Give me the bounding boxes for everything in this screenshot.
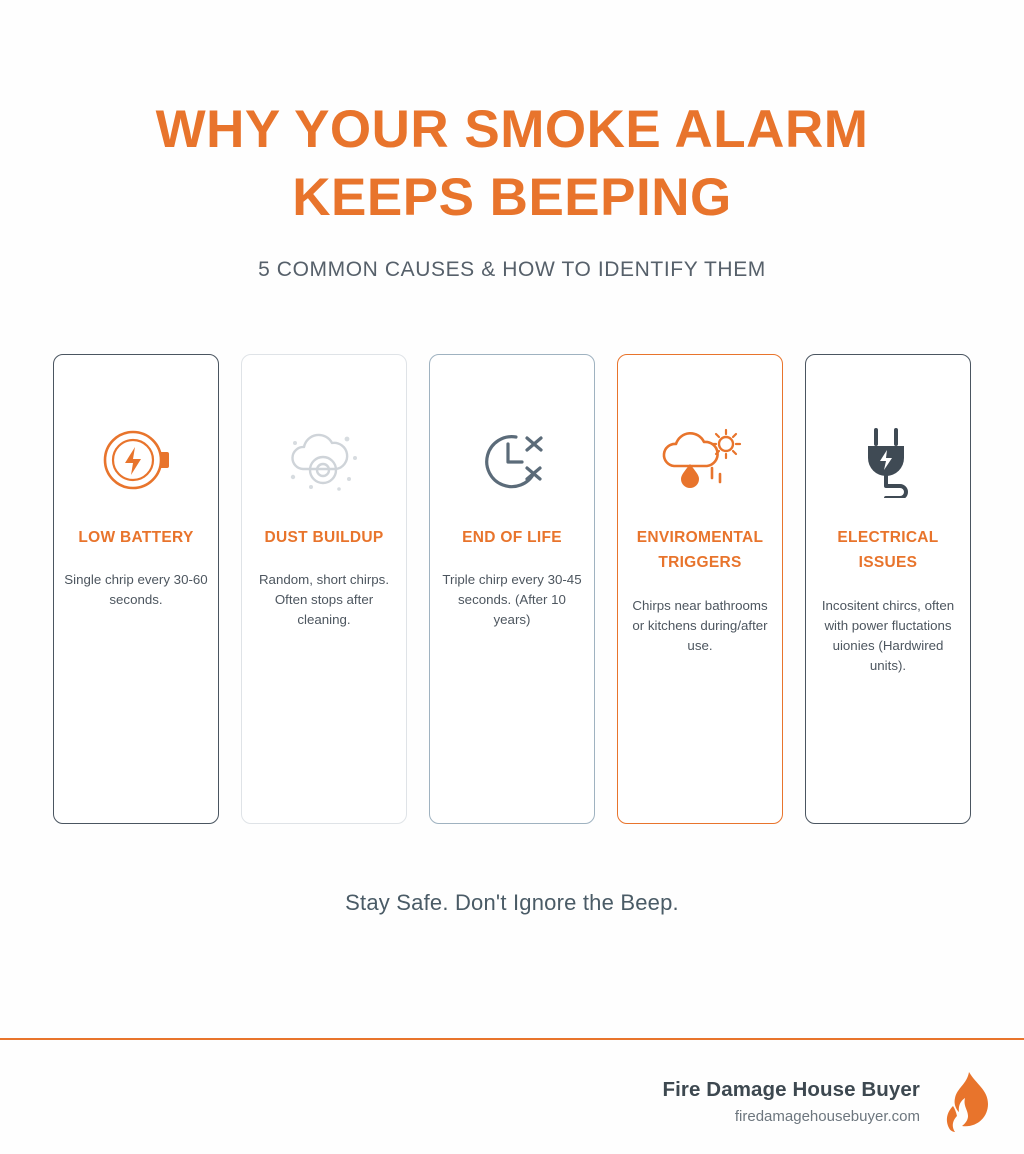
cause-card-description: Chirps near bathrooms or kitchens during/after use. xyxy=(632,597,768,653)
cause-card-title: ELECTRICAL ISSUES xyxy=(837,528,939,572)
tagline: Stay Safe. Don't Ignore the Beep. xyxy=(345,889,679,915)
page-title-line-2: KEEPS BEEPING xyxy=(292,167,732,227)
cause-card-list xyxy=(0,354,1024,824)
cause-card-environmental-triggers xyxy=(617,354,783,824)
cause-card-title: DUST BUILDUP xyxy=(264,528,384,546)
power-plug-icon xyxy=(852,417,924,503)
brand-name: Fire Damage House Buyer xyxy=(662,1077,920,1101)
cause-card-title: LOW BATTERY xyxy=(78,528,194,546)
cause-card-title: END OF LIFE xyxy=(462,528,562,546)
page-title xyxy=(102,96,922,232)
cause-card-electrical-issues xyxy=(805,354,971,824)
cause-card-description: Random, short chirps. Often stops after cleaning. xyxy=(258,572,390,628)
page-title-line-1: WHY YOUR SMOKE ALARM xyxy=(155,100,869,159)
cause-card-end-of-life xyxy=(429,354,595,824)
cause-card-description: Triple chirp every 30-45 seconds. (After 10 years) xyxy=(442,572,582,628)
cause-card-title: ENVIROMENTAL TRIGGERS xyxy=(636,528,764,572)
footer-divider xyxy=(0,1038,1024,1040)
humidity-cloud-sun-icon xyxy=(654,417,746,503)
cause-card-description: Incositent chircs, often with power fluctations uionies (Hardwired units). xyxy=(821,597,955,673)
cause-card-description: Single chrip every 30-60 seconds. xyxy=(64,572,208,608)
footer xyxy=(0,1070,1024,1132)
flame-logo xyxy=(938,1070,996,1132)
battery-bolt-icon xyxy=(97,417,175,503)
header xyxy=(0,0,1024,282)
cause-card-low-battery xyxy=(53,354,219,824)
dust-cloud-icon xyxy=(281,417,367,503)
brand-url: firedamagehousebuyer.com xyxy=(734,1107,920,1125)
footer-text xyxy=(663,1078,921,1125)
clock-expired-icon xyxy=(470,417,554,503)
cause-card-dust-buildup xyxy=(241,354,407,824)
page-subtitle: 5 COMMON CAUSES & HOW TO IDENTIFY THEM xyxy=(258,257,766,281)
